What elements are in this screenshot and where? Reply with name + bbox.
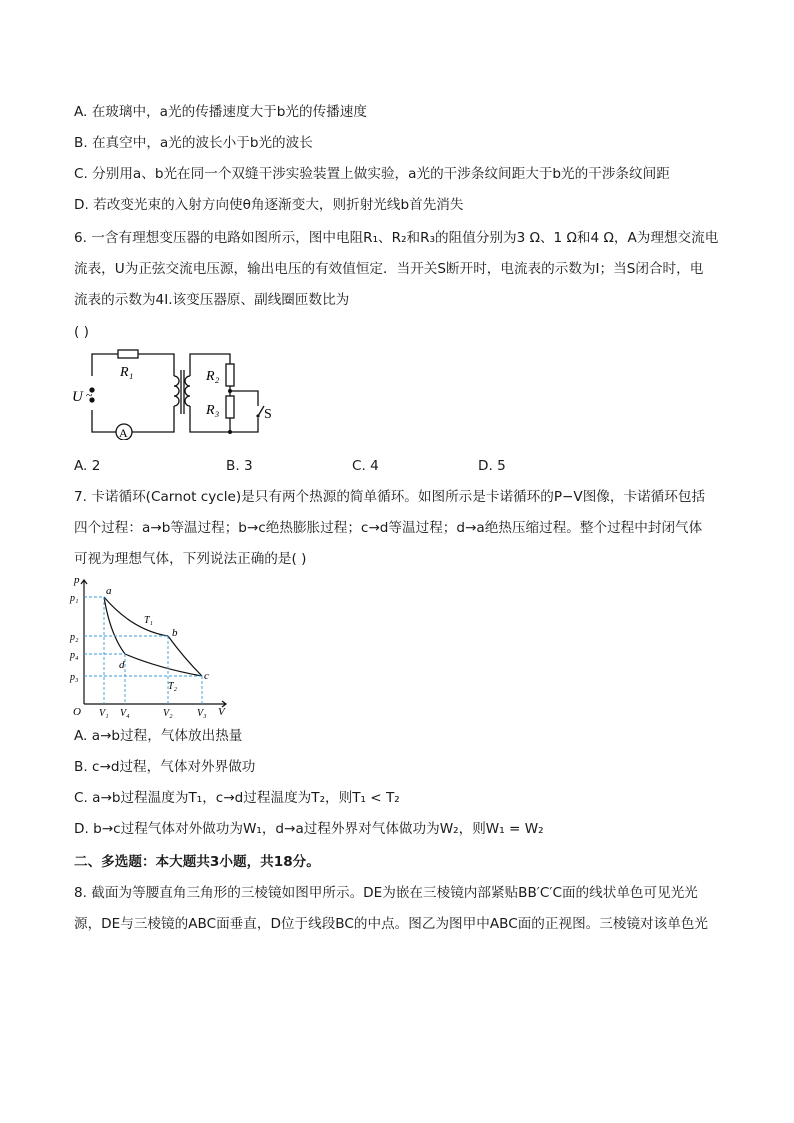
v-axis-label: V xyxy=(218,706,225,718)
q7-option-d: D. b→c过程气体对外做功为W₁，d→a过程外界对气体做功为W₂，则W₁ = W₂ xyxy=(74,821,544,837)
origin-label: O xyxy=(73,706,81,718)
curve-cd xyxy=(125,654,202,676)
q5-option-b: B. 在真空中，a光的波长小于b光的波长 xyxy=(74,135,313,151)
q8-stem-line-1: 8. 截面为等腰直角三角形的三棱镜如图甲所示。DE为嵌在三棱镜内部紧贴BB′C′C面的线状单色可见光光 xyxy=(74,885,698,901)
ac-symbol: ~ xyxy=(86,388,93,402)
q6-option-b: B. 3 xyxy=(226,458,253,474)
p4-tick: p₄ xyxy=(70,650,79,661)
curve-ab xyxy=(104,597,168,636)
p-axis-label: p xyxy=(74,574,80,586)
r3-label: R₃ xyxy=(206,403,220,418)
q6-stem-line-2: 流表，U为正弦交流电压源，输出电压的有效值恒定．当开关S断开时，电流表的示数为I；当S闭合时，电 xyxy=(74,261,704,277)
q7-stem-line-2: 四个过程：a→b等温过程；b→c绝热膨胀过程；c→d等温过程；d→a绝热压缩过程。整个过程中封闭气体 xyxy=(74,520,703,536)
q6-option-d: D. 5 xyxy=(478,458,506,474)
r2-label: R₂ xyxy=(206,369,220,384)
resistor-r1 xyxy=(118,350,138,358)
point-b-label: b xyxy=(172,627,178,639)
q6-stem-line-1: 6. 一含有理想变压器的电路如图所示，图中电阻R₁、R₂和R₃的阻值分别为3 Ω、1 Ω和4 Ω，A为理想交流电 xyxy=(74,230,719,246)
q5-option-d: D. 若改变光束的入射方向使θ角逐渐变大，则折射光线b首先消失 xyxy=(74,197,464,213)
point-c-label: c xyxy=(204,670,209,682)
point-d-label: d xyxy=(119,659,125,671)
v2-tick: V₂ xyxy=(163,708,173,718)
point-a-label: a xyxy=(106,585,112,597)
secondary-coil xyxy=(185,376,190,406)
q6-stem-line-3: 流表的示数为4I.该变压器原、副线圈匝数比为 xyxy=(74,292,350,308)
q6-answer-bracket: ( ) xyxy=(74,324,89,340)
q7-option-a: A. a→b过程，气体放出热量 xyxy=(74,728,243,744)
ammeter-label: A xyxy=(119,426,128,440)
p2-tick: p₂ xyxy=(70,632,79,643)
q7-stem-line-3: 可视为理想气体，下列说法正确的是( ) xyxy=(74,551,307,567)
t2-label: T₂ xyxy=(168,681,178,692)
carnot-pv-diagram xyxy=(68,572,234,718)
curve-da xyxy=(104,597,125,654)
q6-option-c: C. 4 xyxy=(352,458,379,474)
v4-tick: V₄ xyxy=(120,708,130,718)
q7-stem-line-1: 7. 卡诺循环(Carnot cycle)是只有两个热源的简单循环。如图所示是卡诺循环的P−V图像，卡诺循环包括 xyxy=(74,489,706,505)
resistor-r3 xyxy=(226,396,234,418)
transformer-circuit-diagram xyxy=(68,344,284,440)
primary-coil xyxy=(174,376,179,406)
t1-label: T₁ xyxy=(144,615,154,626)
v3-tick: V₃ xyxy=(197,708,207,718)
q5-option-a: A. 在玻璃中，a光的传播速度大于b光的传播速度 xyxy=(74,104,367,120)
p3-tick: p₃ xyxy=(70,672,79,683)
v1-tick: V₁ xyxy=(99,708,109,718)
section-heading-multi-choice: 二、多选题：本大题共3小题，共18分。 xyxy=(74,854,320,870)
source-u-label: U xyxy=(72,389,83,405)
q7-option-c: C. a→b过程温度为T₁，c→d过程温度为T₂，则T₁ < T₂ xyxy=(74,790,400,806)
q8-stem-line-2: 源，DE与三棱镜的ABC面垂直，D位于线段BC的中点。图乙为图甲中ABC面的正视图。三棱镜对该单色光 xyxy=(74,916,709,932)
q5-option-c: C. 分别用a、b光在同一个双缝干涉实验装置上做实验，a光的干涉条纹间距大于b光的干涉条纹间距 xyxy=(74,166,670,182)
q6-option-a: A. 2 xyxy=(74,458,101,474)
r1-label: R₁ xyxy=(120,365,134,380)
resistor-r2 xyxy=(226,364,234,386)
p1-tick: p₁ xyxy=(70,593,79,604)
q7-option-b: B. c→d过程，气体对外界做功 xyxy=(74,759,256,775)
guide-lines xyxy=(84,597,202,704)
switch-s-label: S xyxy=(264,407,272,422)
